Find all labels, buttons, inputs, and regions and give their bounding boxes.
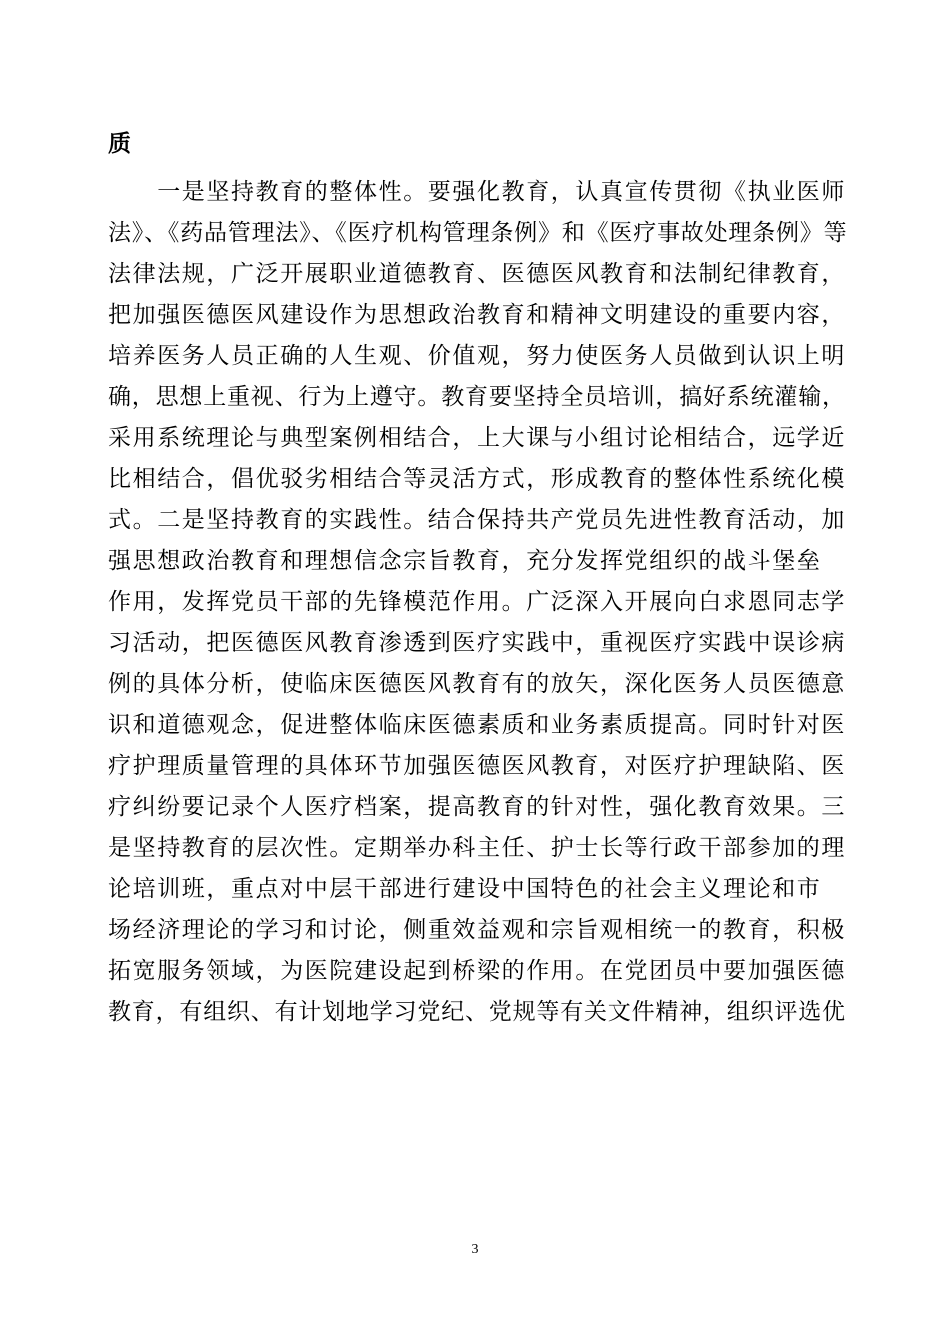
text-line: 一是坚持教育的整体性。要强化教育，认真宣传贯彻《执业医师: [108, 179, 846, 205]
text-line: 习活动，把医德医风教育渗透到医疗实践中，重视医疗实践中误诊病: [108, 630, 846, 656]
text-line: 场经济理论的学习和讨论，侧重效益观和宗旨观相统一的教育，积极: [108, 917, 846, 943]
text-line: 采用系统理论与典型案例相结合，上大课与小组讨论相结合，远学近: [108, 425, 846, 451]
text-line: 法律法规，广泛开展职业道德教育、医德医风教育和法制纪律教育，: [108, 261, 846, 287]
text-line: 把加强医德医风建设作为思想政治教育和精神文明建设的重要内容，: [108, 302, 846, 328]
text-line: 疗纠纷要记录个人医疗档案，提高教育的针对性，强化教育效果。三: [108, 794, 846, 820]
text-line: 作用，发挥党员干部的先锋模范作用。广泛深入开展向白求恩同志学: [108, 589, 846, 615]
text-line: 培养医务人员正确的人生观、价值观，努力使医务人员做到认识上明: [108, 343, 846, 369]
text-line: 教育，有组织、有计划地学习党纪、党规等有关文件精神，组织评选优: [108, 999, 846, 1025]
text-line: 强思想政治教育和理想信念宗旨教育，充分发挥党组织的战斗堡垒: [108, 548, 822, 574]
text-line: 论培训班，重点对中层干部进行建设中国特色的社会主义理论和市: [108, 876, 822, 902]
page-number: 3: [471, 1242, 479, 1257]
section-heading: 质: [108, 130, 131, 157]
text-line: 是坚持教育的层次性。定期举办科主任、护士长等行政干部参加的理: [108, 835, 846, 861]
text-line: 拓宽服务领域，为医院建设起到桥梁的作用。在党团员中要加强医德: [108, 958, 846, 984]
text-line: 识和道德观念，促进整体临床医德素质和业务素质提高。同时针对医: [108, 712, 846, 738]
text-line: 疗护理质量管理的具体环节加强医德医风教育，对医疗护理缺陷、医: [108, 753, 846, 779]
text-line: 确，思想上重视、行为上遵守。教育要坚持全员培训，搞好系统灌输，: [108, 384, 846, 410]
text-line: 比相结合，倡优驳劣相结合等灵活方式，形成教育的整体性系统化模: [108, 466, 846, 492]
text-line: 式。二是坚持教育的实践性。结合保持共产党员先进性教育活动，加: [108, 507, 846, 533]
text-line: 法》、《药品管理法》、《医疗机构管理条例》和《医疗事故处理条例》等: [108, 220, 848, 246]
text-line: 例的具体分析，使临床医德医风教育有的放矢，深化医务人员医德意: [108, 671, 846, 697]
